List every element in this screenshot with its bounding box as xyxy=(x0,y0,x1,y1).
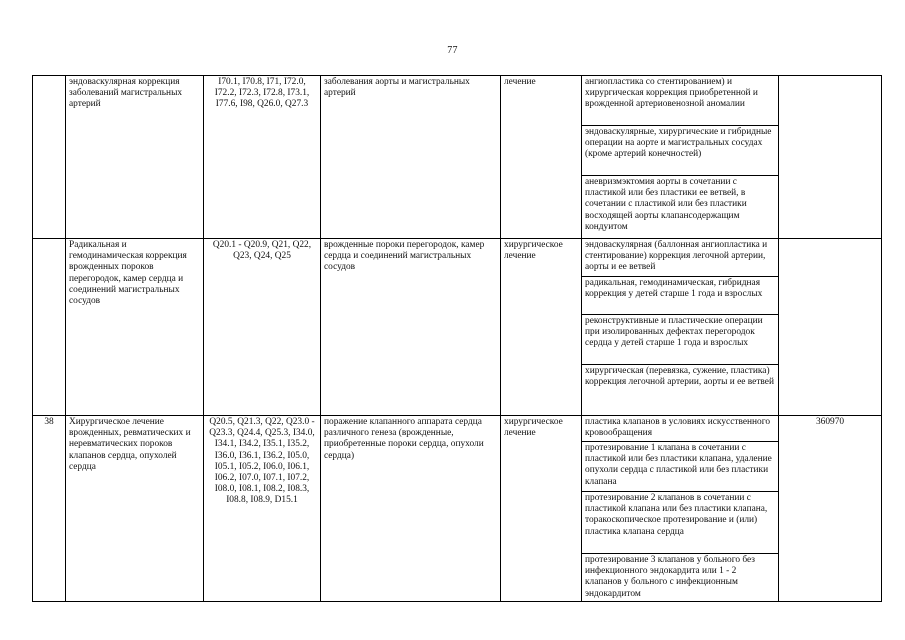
method-item: ангиопластика со стентированием) и хирургическая коррекция приобретенной и врожденной артериовенозной аномалии xyxy=(585,77,758,110)
funding-amount xyxy=(779,239,882,416)
patient-model: врожденные пороки перегородок, камер сердца и соединений магистральных сосудов xyxy=(321,239,501,416)
row-number xyxy=(33,239,66,416)
table-row xyxy=(33,416,882,602)
method-item: протезирование 3 клапанов у больного без инфекционного эндокардита или 1 - 2 клапанов у больного с инфекционным эндокардитом xyxy=(582,553,778,600)
care-type-name: Радикальная и гемодинамическая коррекция врожденных пороков перегородок, камер сердца и соединений магистральных сосудов xyxy=(66,239,204,416)
row-number: 38 xyxy=(33,416,66,602)
row-number xyxy=(33,76,66,239)
treatment-methods xyxy=(582,76,779,239)
treatment-type: лечение xyxy=(501,76,582,239)
treatment-methods xyxy=(582,416,779,602)
patient-model: заболевания аорты и магистральных артерий xyxy=(321,76,501,239)
method-item: протезирование 1 клапана в сочетании с пластикой или без пластики клапана, удаление опухоли сердца с пластикой или без пластики клапана xyxy=(582,441,778,491)
icd-codes: I70.1, I70.8, I71, I72.0, I72.2, I72.3, I72.8, I73.1, I77.6, I98, Q26.0, Q27.3 xyxy=(204,76,321,239)
table-row xyxy=(33,239,882,416)
funding-amount xyxy=(779,76,882,239)
method-item: аневризмэктомия аорты в сочетании с пластикой или без пластики ее ветвей, в сочетании с пластикой или без пластики восходящей аорты клапансодержащим кондуитом xyxy=(582,175,778,233)
method-item: эндоваскулярная (баллонная ангиопластика и стентирование) коррекция легочной артерии, аорты и ее ветвей xyxy=(585,240,768,273)
page-number: 77 xyxy=(447,45,458,56)
treatment-methods xyxy=(582,239,779,416)
method-item: хирургическая (перевязка, сужение, пластика) коррекция легочной артерии, аорты и ее ветвей xyxy=(582,364,778,388)
table-row xyxy=(33,76,882,239)
care-type-name: эндоваскулярная коррекция заболеваний магистральных артерий xyxy=(66,76,204,239)
care-type-name: Хирургическое лечение врожденных, ревматических и неревматических пороков клапанов сердца, опухолей сердца xyxy=(66,416,204,602)
method-item: реконструктивные и пластические операции при изолированных дефектах перегородок сердца у детей старше 1 года и взрослых xyxy=(582,314,778,364)
method-item: эндоваскулярные, хирургические и гибридные операции на аорте и магистральных сосудах (кроме артерий конечностей) xyxy=(582,125,778,175)
medical-care-table xyxy=(32,75,882,602)
icd-codes: Q20.1 - Q20.9, Q21, Q22, Q23, Q24, Q25 xyxy=(204,239,321,416)
method-item: радикальная, гемодинамическая, гибридная коррекция у детей старше 1 года и взрослых xyxy=(582,276,778,314)
treatment-type: хирургическое лечение xyxy=(501,416,582,602)
patient-model: поражение клапанного аппарата сердца различного генеза (врожденные, приобретенные пороки сердца, опухоли сердца) xyxy=(321,416,501,602)
method-item: пластика клапанов в условиях искусственного кровообращения xyxy=(585,417,771,439)
treatment-type: хирургическое лечение xyxy=(501,239,582,416)
funding-amount: 360970 xyxy=(779,416,882,602)
icd-codes: Q20.5, Q21.3, Q22, Q23.0 - Q23.3, Q24.4, Q25.3, I34.0, I34.1, I34.2, I35.1, I35.2, I36.0, I36.1, I36.2, I05.0, I05.1, I05.2, I06.0, I06.1, I06.2, I07.0, I07.1, I07.2, I08.0, I08.1, I08.2, I08.3, I08.8, I08.9, D15.1 xyxy=(204,416,321,602)
method-item: протезирование 2 клапанов в сочетании с пластикой клапана или без пластики клапана, торакоскопическое протезирование и (или) пластика клапана сердца xyxy=(582,491,778,553)
